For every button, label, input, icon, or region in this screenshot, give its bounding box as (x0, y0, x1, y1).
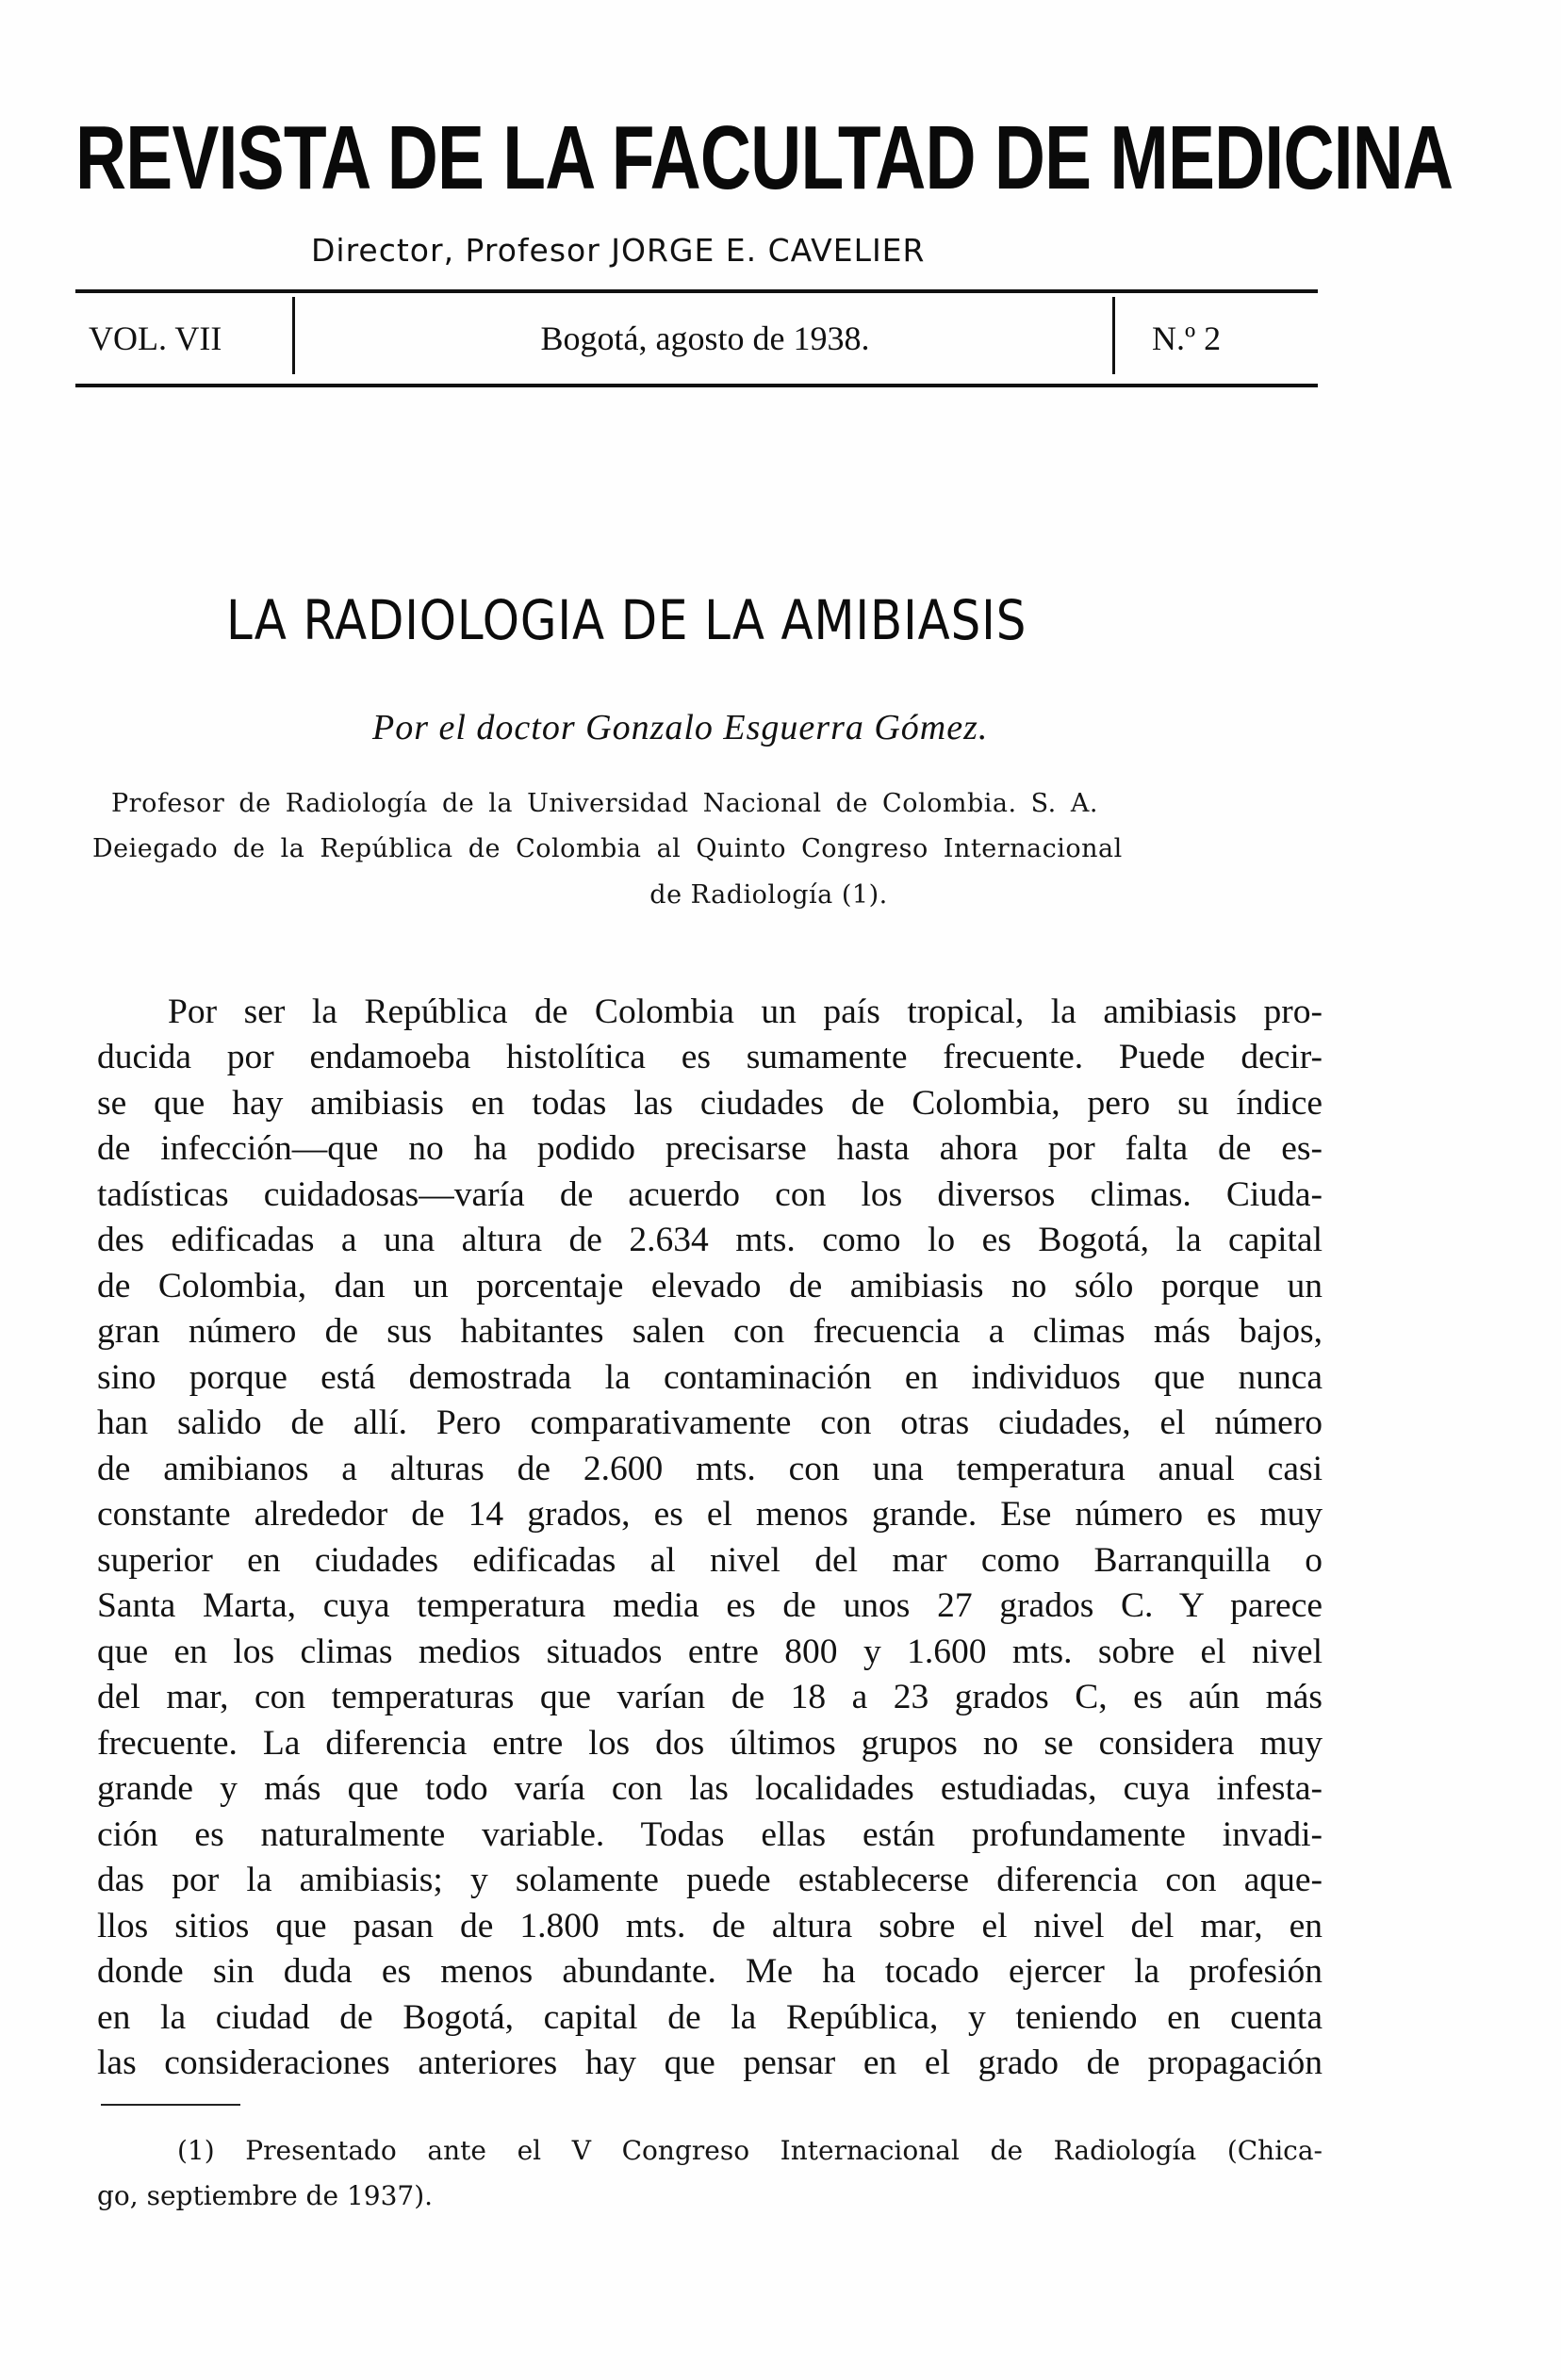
body-line: Santa Marta, cuya temperatura media es de unos 27 grados C. Y parece (97, 1586, 1323, 1625)
body-line: superior en ciudades edificadas al nivel del mar como Barranquilla o (97, 1541, 1323, 1580)
body-line: gran número de sus habitantes salen con frecuencia a climas más bajos, (97, 1312, 1323, 1351)
journal-title: REVISTA DE LA FACULTAD DE MEDICINA (75, 107, 1454, 208)
body-line: frecuente. La diferencia entre los dos últimos grupos no se considera muy (97, 1724, 1323, 1763)
issue-date: Bogotá, agosto de 1938. (540, 320, 870, 357)
footnote-divider (101, 2104, 240, 2106)
body-line: llos sitios que pasan de 1.800 mts. de altura sobre el nivel del mar, en (97, 1907, 1323, 1945)
body-line: de Colombia, dan un porcentaje elevado de amibiasis no sólo porque un (97, 1267, 1323, 1305)
body-line: que en los climas medios situados entre 800 y 1.600 mts. sobre el nivel (97, 1633, 1323, 1671)
body-line: de infección—que no ha podido precisarse hasta ahora por falta de es- (97, 1129, 1323, 1168)
volume-label: VOL. VII (89, 320, 222, 357)
body-line: las consideraciones anteriores hay que pensar en el grado de propagación (97, 2044, 1323, 2082)
author-affiliation: de Radiología (1). (649, 880, 888, 910)
body-line: han salido de allí. Pero comparativamente con otras ciudades, el número (97, 1403, 1323, 1442)
author-affiliation: Deiegado de la República de Colombia al Quinto Congreso Internacional (92, 834, 1123, 863)
body-line: del mar, con temperaturas que varían de 18 a 23 grados C, es aún más (97, 1678, 1323, 1716)
article-title: LA RADIOLOGIA DE LA AMIBIASIS (226, 588, 1027, 652)
body-line: sino porque está demostrada la contaminación en individuos que nunca (97, 1358, 1323, 1397)
issue-info-bar (75, 289, 1318, 387)
issue-number: N.º 2 (1152, 320, 1222, 357)
body-line: tadísticas cuidadosas—varía de acuerdo con los diversos climas. Ciuda- (97, 1175, 1323, 1214)
footnote-text: go, septiembre de 1937). (97, 2180, 434, 2211)
body-line: constante alrededor de 14 grados, es el menos grande. Ese número es muy (97, 1495, 1323, 1534)
body-line: ción es naturalmente variable. Todas ellas están profundamente invadi- (97, 1815, 1323, 1854)
body-line: donde sin duda es menos abundante. Me ha tocado ejercer la profesión (97, 1952, 1323, 1991)
body-line: se que hay amibiasis en todas las ciudades de Colombia, pero su índice (97, 1084, 1323, 1123)
director-line: Director, Profesor JORGE E. CAVELIER (311, 232, 926, 269)
masthead (0, 0, 1561, 226)
body-line: des edificadas a una altura de 2.634 mts. como lo es Bogotá, la capital (97, 1221, 1323, 1259)
author-byline: Por el doctor Gonzalo Esguerra Gómez. (372, 708, 989, 747)
issue-divider (292, 297, 295, 374)
body-line: grande y más que todo varía con las localidades estudiadas, cuya infesta- (97, 1769, 1323, 1808)
body-line: ducida por endamoeba histolítica es sumamente frecuente. Puede decir- (97, 1038, 1323, 1076)
footnote-text: (1) Presentado ante el V Congreso Internacional de Radiología (Chica- (177, 2135, 1323, 2166)
body-line: de amibianos a alturas de 2.600 mts. con una temperatura anual casi (97, 1450, 1323, 1488)
body-line: das por la amibiasis; y solamente puede establecerse diferencia con aque- (97, 1861, 1323, 1899)
body-line: Por ser la República de Colombia un país tropical, la amibiasis pro- (168, 993, 1323, 1031)
author-affiliation: Profesor de Radiología de la Universidad Nacional de Colombia. S. A. (111, 789, 1098, 818)
body-line: en la ciudad de Bogotá, capital de la República, y teniendo en cuenta (97, 1998, 1323, 2037)
